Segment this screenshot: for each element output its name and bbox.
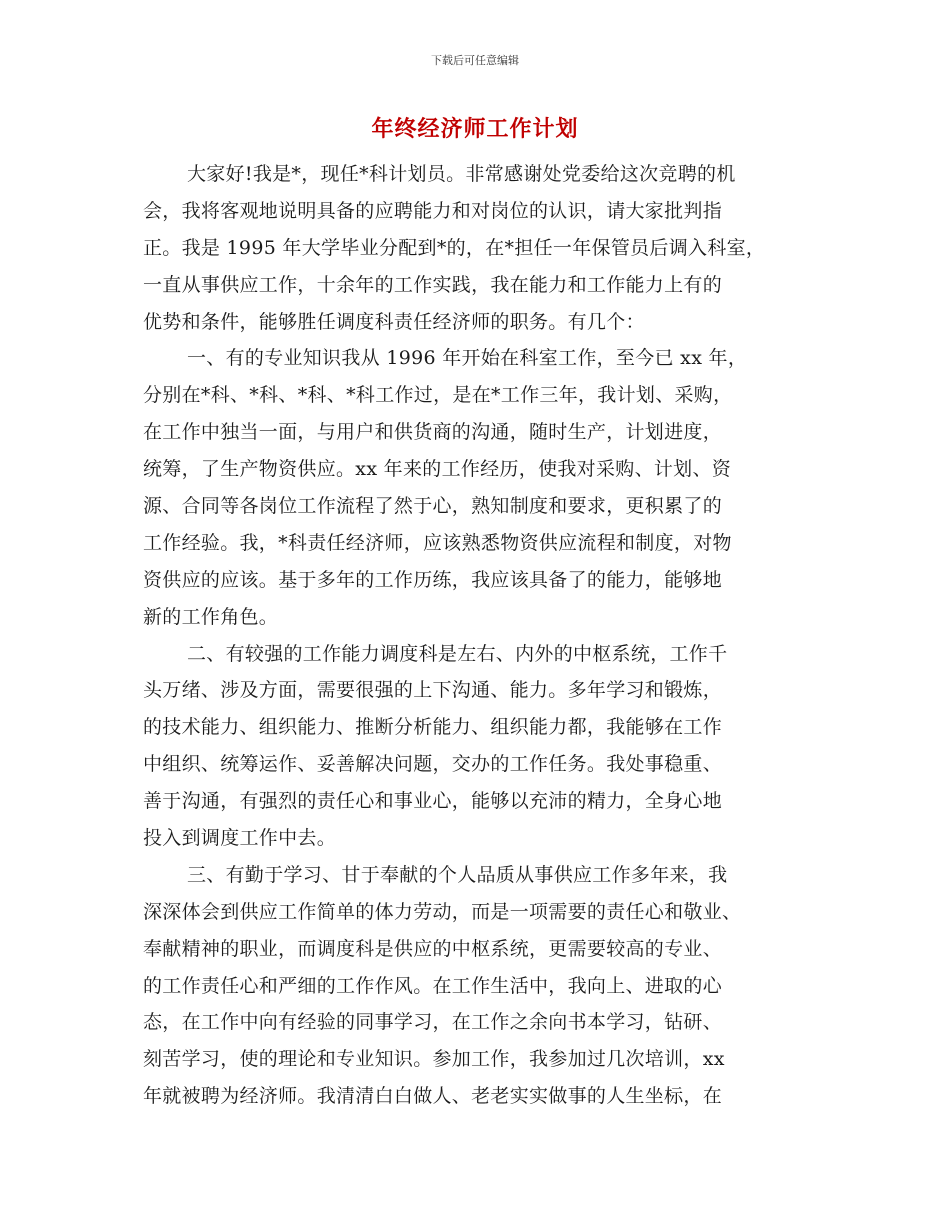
body-line: 资供应的应该。基于多年的工作历练，我应该具备了的能力，能够地 [143,568,723,591]
body-line: 一直从事供应工作，十余年的工作实践，我在能力和工作能力上有的 [143,273,723,296]
document-body [143,156,811,1115]
body-line: 分别在*科、*科、*科、*科工作过，是在*工作三年，我计划、采购， [143,384,733,407]
body-line: 统筹，了生产物资供应。xx 年来的工作经历，使我对采购、计划、资 [143,458,732,481]
body-line: 刻苦学习，使的理论和专业知识。参加工作，我参加过几次培训，xx [143,1048,725,1071]
body-line: 大家好!我是*，现任*科计划员。非常感谢处党委给这次竞聘的机 [187,163,736,185]
body-line: 三、有勤于学习、甘于奉献的个人品质从事供应工作多年来，我 [187,863,728,886]
body-line: 源、合同等各岗位工作流程了然于心，熟知制度和要求，更积累了的 [143,495,723,518]
body-line: 二、有较强的工作能力调度科是左右、内外的中枢系统，工作千 [187,642,728,665]
body-line: 投入到调度工作中去。 [143,827,337,850]
body-line: 新的工作角色。 [143,605,279,628]
body-line: 奉献精神的职业，而调度科是供应的中枢系统，更需要较高的专业、 [143,937,723,960]
body-line: 正。我是 1995 年大学毕业分配到*的，在*担任一年保管员后调入科室， [143,236,766,259]
body-line: 年就被聘为经济师。我清清白白做人、老老实实做事的人生坐标，在 [143,1085,723,1108]
header-note: 下载后可任意编辑 [431,54,519,67]
body-line: 工作经验。我，*科责任经济师，应该熟悉物资供应流程和制度，对物 [143,531,732,554]
body-line: 一、有的专业知识我从 1996 年开始在科室工作，至今已 xx 年， [187,347,748,370]
body-line: 在工作中独当一面，与用户和供货商的沟通，随时生产，计划进度， [143,421,723,444]
body-line: 会，我将客观地说明具备的应聘能力和对岗位的认识，请大家批判指 [143,199,723,222]
body-line: 头万绪、涉及方面，需要很强的上下沟通、能力。多年学习和锻炼， [143,679,723,702]
body-line: 深深体会到供应工作简单的体力劳动，而是一项需要的责任心和敬业、 [143,900,742,923]
body-line: 的工作责任心和严细的工作作风。在工作生活中，我向上、进取的心 [143,974,723,997]
page-title: 年终经济师工作计划 [371,117,579,142]
body-line: 中组织、统筹运作、妥善解决问题，交办的工作任务。我处事稳重、 [143,753,723,776]
body-line: 善于沟通，有强烈的责任心和事业心，能够以充沛的精力，全身心地 [143,790,723,813]
body-line: 优势和条件，能够胜任调度科责任经济师的职务。有几个： [143,310,645,333]
body-line: 态，在工作中向有经验的同事学习，在工作之余向书本学习，钻研、 [143,1011,723,1034]
body-line: 的技术能力、组织能力、推断分析能力、组织能力都，我能够在工作 [143,716,723,739]
